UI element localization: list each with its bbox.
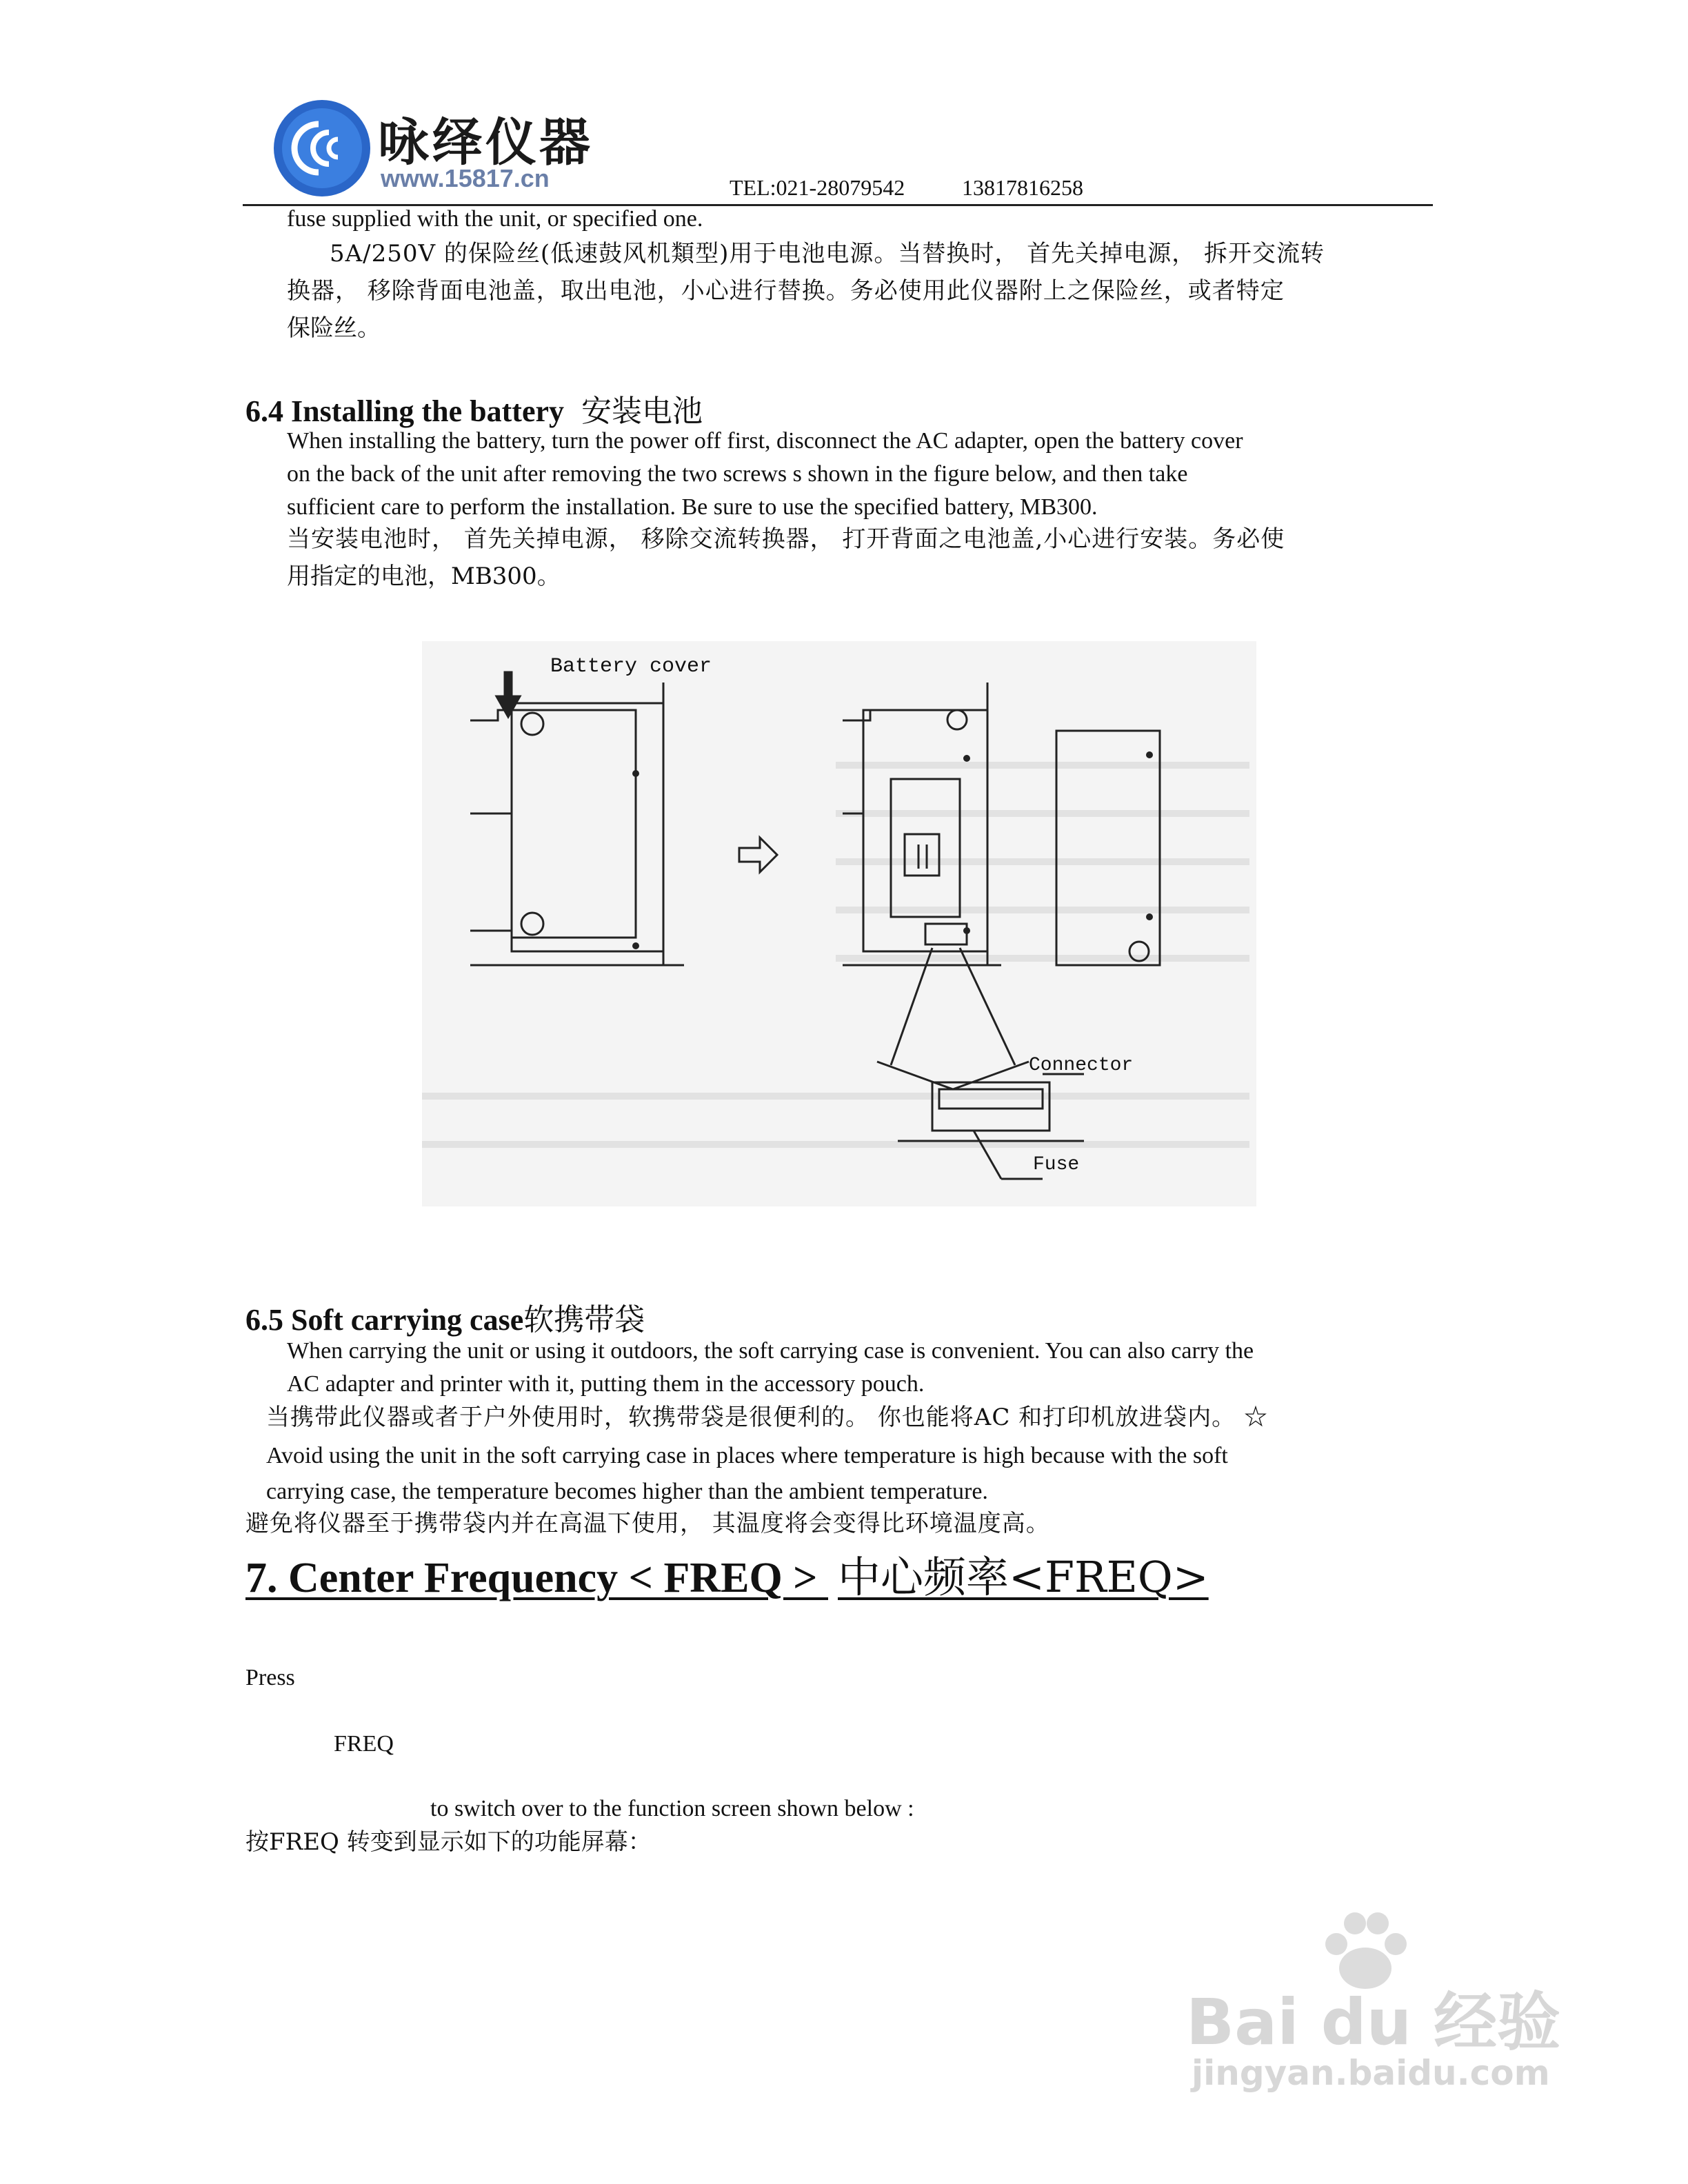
- telephone: TEL:021-28079542: [730, 175, 905, 200]
- section-7-switch-text: to switch over to the function screen shown below :: [430, 1796, 914, 1821]
- battery-installation-figure: [422, 641, 1256, 1206]
- header: [0, 0, 1688, 207]
- section-6-4-cn-line-1: 当安装电池时， 首先关掉电源， 移除交流转换器， 打开背面之电池盖,小心进行安装。务必使: [287, 525, 1285, 553]
- section-6-5-en-line-1: When carrying the unit or using it outdoors, the soft carrying case is convenient. You can also carry the: [287, 1338, 1254, 1364]
- unit-back-open: [863, 710, 987, 951]
- section-6-5-cn-line-1: 当携带此仪器或者于户外使用时，软携带袋是很便利的。 你也能将AC 和打印机放进袋内。 ☆: [266, 1404, 1268, 1431]
- section-6-4-en-line-1: When installing the battery, turn the power off first, disconnect the AC adapter, open the battery cover: [287, 428, 1243, 454]
- section-6-5-en-line-4: carrying case, the temperature becomes higher than the ambient temperature.: [266, 1479, 988, 1504]
- company-logo-icon: [270, 97, 374, 200]
- section-6-4-en-line-3: sufficient care to perform the installation. Be sure to use the specified battery, MB300.: [287, 494, 1098, 520]
- section-6-4-heading: [245, 386, 703, 430]
- intro-cn-line-3: 保险丝。: [287, 314, 381, 342]
- company-name: 咏绎仪器: [378, 113, 593, 172]
- section-6-5-title: 6.5 Soft carrying case: [245, 1303, 524, 1337]
- intro-cn-line-1: 5A/250V 的保险丝(低速鼓风机類型)用于电池电源。当替换时， 首先关掉电源， 拆开交流转: [330, 240, 1325, 267]
- section-6-5-cn-line-2: 避免将仪器至于携带袋内并在高温下使用， 其温度将会变得比环境温度高。: [245, 1510, 1050, 1537]
- section-7-title-cn: 中心频率<FREQ>: [838, 1552, 1209, 1602]
- watermark-url: jingyan.baidu.com: [1192, 2053, 1550, 2093]
- battery-compartment: [891, 779, 960, 917]
- company-website: www.15817.cn: [381, 164, 550, 192]
- section-7-freq-key: FREQ: [334, 1731, 394, 1757]
- section-7-cn-line: 按FREQ 转变到显示如下的功能屏幕：: [245, 1828, 652, 1856]
- section-6-4-cn-line-2: 用指定的电池，MB300。: [287, 563, 561, 590]
- section-7-heading: [245, 1543, 1209, 1604]
- label-fuse: Fuse: [1033, 1154, 1080, 1175]
- battery-cover-outline: [512, 710, 636, 938]
- watermark-brand: Bai du 经验: [1186, 1985, 1561, 2059]
- section-6-5-en-line-2: AC adapter and printer with it, putting them in the accessory pouch.: [287, 1371, 925, 1397]
- section-6-5-title-cn: 软携带袋: [523, 1302, 645, 1337]
- section-7-press: Press: [245, 1665, 295, 1690]
- section-7-title: 7. Center Frequency < FREQ >: [245, 1555, 818, 1601]
- mobile-number: 13817816258: [962, 175, 1083, 200]
- section-6-4-en-line-2: on the back of the unit after removing the two screws s shown in the figure below, and then take: [287, 461, 1188, 487]
- intro-cn-line-2: 换器， 移除背面电池盖，取出电池，小心进行替换。务必使用此仪器附上之保险丝，或者特定: [287, 277, 1285, 305]
- section-6-4-title: 6.4 Installing the battery: [245, 394, 564, 428]
- section-6-5-en-line-3: Avoid using the unit in the soft carrying case in places where temperature is high because with the soft: [266, 1443, 1228, 1468]
- unit-back-left: [512, 703, 663, 951]
- intro-line-1: fuse supplied with the unit, or specified one.: [287, 206, 703, 232]
- battery-diagram-svg: [422, 641, 1256, 1206]
- section-6-4-title-cn: 安装电池: [581, 394, 703, 429]
- label-connector: Connector: [1029, 1055, 1134, 1076]
- connector-small: [925, 924, 967, 944]
- baidu-watermark: [1172, 1903, 1586, 2110]
- section-6-5-heading: [245, 1295, 645, 1339]
- label-battery-cover: Battery cover: [550, 655, 712, 678]
